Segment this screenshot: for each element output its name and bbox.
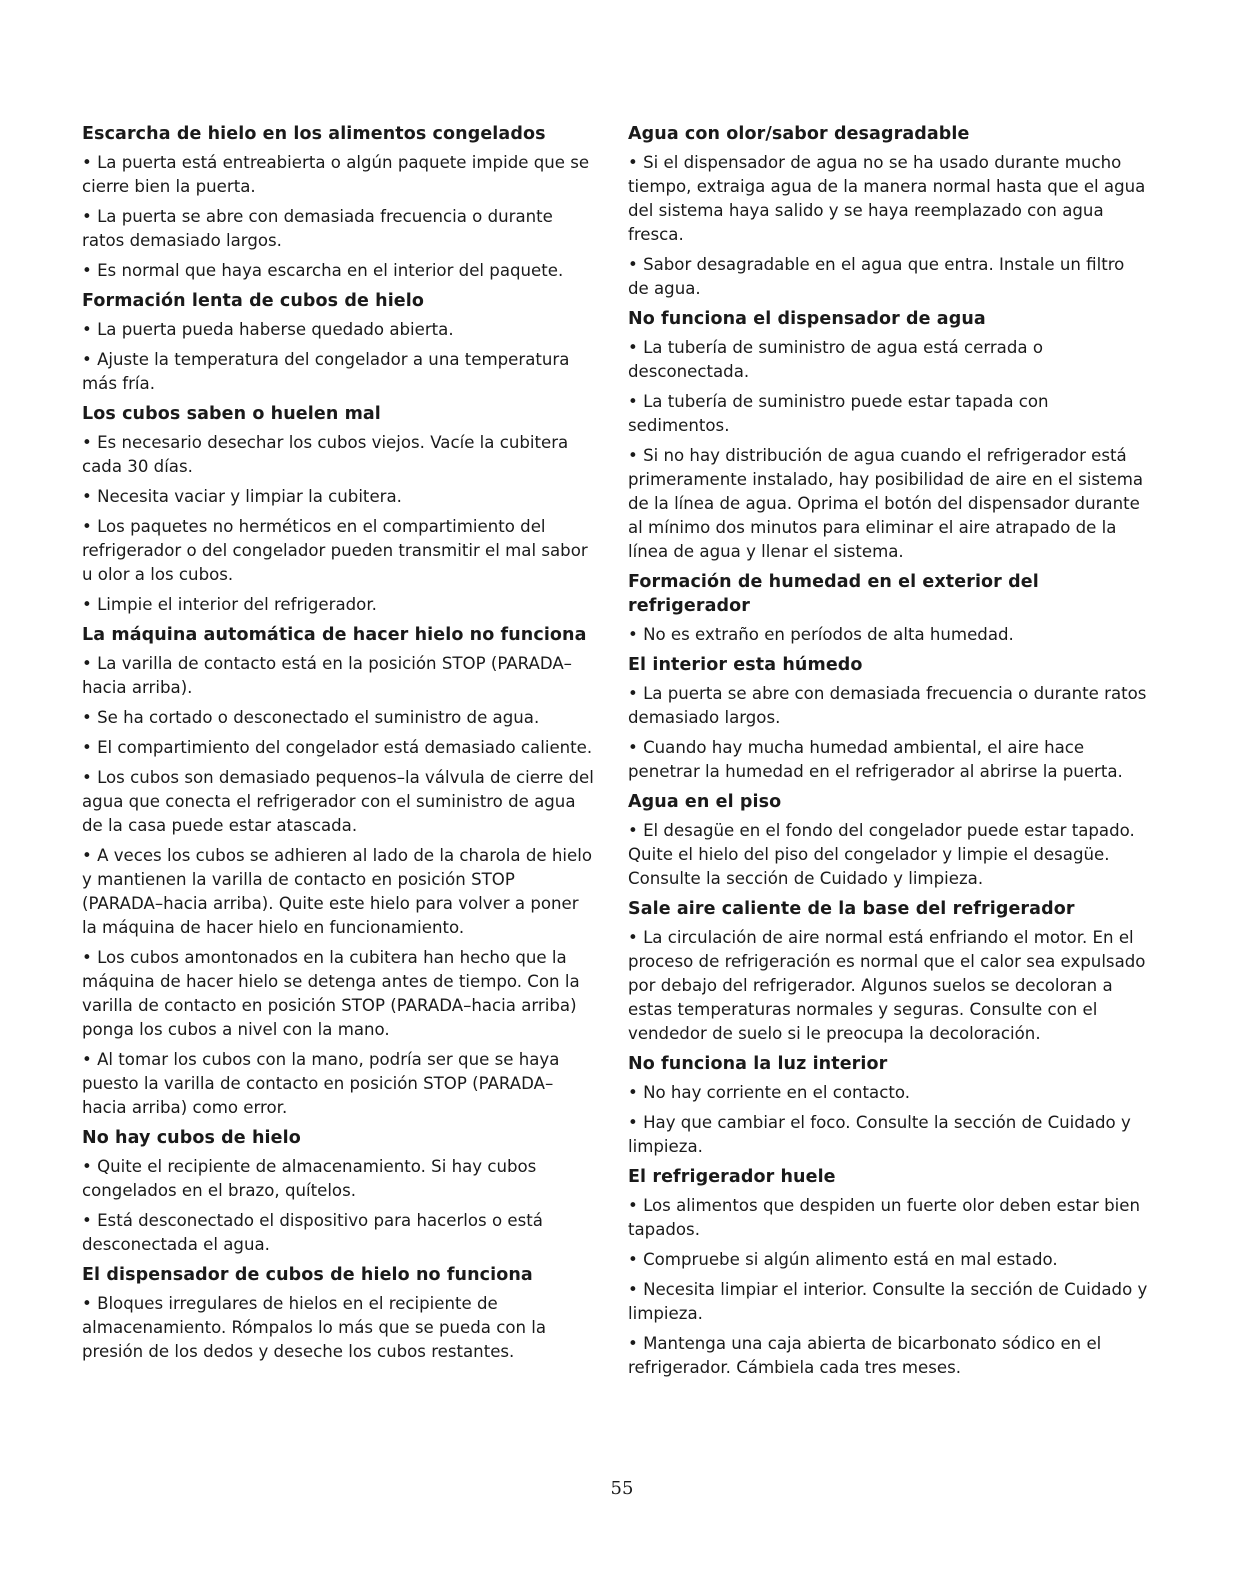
troubleshooting-section: [82, 623, 594, 1120]
troubleshooting-section: [628, 122, 1148, 301]
bullet-item: • La puerta está entreabierta o algún paquete impide que se cierre bien la puerta.: [82, 151, 594, 199]
troubleshooting-section: [628, 570, 1148, 647]
bullet-item: • Limpie el interior del refrigerador.: [82, 593, 594, 617]
bullet-item: • Los cubos amontonados en la cubitera han hecho que la máquina de hacer hielo se detenga antes de tiempo. Con la varilla de contacto en posición STOP (PARADA–hacia arriba) ponga los cubos a nivel con la mano.: [82, 946, 594, 1042]
bullet-item: • Necesita vaciar y limpiar la cubitera.: [82, 485, 594, 509]
section-heading: Escarcha de hielo en los alimentos congelados: [82, 124, 546, 144]
bullet-item: • Es normal que haya escarcha en el interior del paquete.: [82, 259, 594, 283]
bullet-item: • La puerta pueda haberse quedado abierta.: [82, 318, 594, 342]
bullet-item: • El compartimiento del congelador está demasiado caliente.: [82, 736, 594, 760]
bullet-item: • Mantenga una caja abierta de bicarbonato sódico en el refrigerador. Cámbiela cada tres meses.: [628, 1332, 1148, 1380]
bullet-item: • Ajuste la temperatura del congelador a una temperatura más fría.: [82, 348, 594, 396]
page-number: 55: [610, 1478, 634, 1499]
section-heading: El dispensador de cubos de hielo no funciona: [82, 1265, 533, 1285]
bullet-item: • No hay corriente en el contacto.: [628, 1081, 1148, 1105]
bullet-item: • A veces los cubos se adhieren al lado de la charola de hielo y mantienen la varilla de contacto en posición STOP (PARADA–hacia arriba). Quite este hielo para volver a poner la máquina de hacer hielo en funcionamiento.: [82, 844, 594, 940]
bullet-item: • La puerta se abre con demasiada frecuencia o durante ratos demasiado largos.: [82, 205, 594, 253]
bullet-item: • Los paquetes no herméticos en el compartimiento del refrigerador o del congelador pueden transmitir el mal sabor u olor a los cubos.: [82, 515, 594, 587]
bullet-item: • La circulación de aire normal está enfriando el motor. En el proceso de refrigeración es normal que el calor sea expulsado por debajo del refrigerador. Algunos suelos se decoloran a estas temperaturas normales y seguras. Consulte con el vendedor de suelo si le preocupa la decoloración.: [628, 926, 1148, 1046]
right-column: [628, 122, 1148, 1386]
troubleshooting-section: [82, 1263, 594, 1364]
troubleshooting-section: [82, 122, 594, 283]
bullet-item: • Es necesario desechar los cubos viejos. Vacíe la cubitera cada 30 días.: [82, 431, 594, 479]
troubleshooting-section: [628, 307, 1148, 564]
section-heading: No hay cubos de hielo: [82, 1128, 301, 1148]
troubleshooting-section: [82, 289, 594, 396]
section-heading: Agua en el piso: [628, 792, 782, 812]
bullet-item: • Cuando hay mucha humedad ambiental, el aire hace penetrar la humedad en el refrigerador al abrirse la puerta.: [628, 736, 1148, 784]
section-heading: No funciona el dispensador de agua: [628, 309, 986, 329]
bullet-item: • La tubería de suministro puede estar tapada con sedimentos.: [628, 390, 1148, 438]
section-heading: No funciona la luz interior: [628, 1054, 888, 1074]
bullet-item: • La varilla de contacto está en la posición STOP (PARADA–hacia arriba).: [82, 652, 594, 700]
bullet-item: • Si no hay distribución de agua cuando el refrigerador está primeramente instalado, hay posibilidad de aire en el sistema de la línea de agua. Oprima el botón del dispensador durante al mínimo dos minutos para eliminar el aire atrapado de la línea de agua y llenar el sistema.: [628, 444, 1148, 564]
bullet-item: • Necesita limpiar el interior. Consulte la sección de Cuidado y limpieza.: [628, 1278, 1148, 1326]
section-heading: La máquina automática de hacer hielo no funciona: [82, 625, 587, 645]
section-heading: El refrigerador huele: [628, 1167, 836, 1187]
troubleshooting-section: [628, 790, 1148, 891]
bullet-item: • La puerta se abre con demasiada frecuencia o durante ratos demasiado largos.: [628, 682, 1148, 730]
troubleshooting-section: [628, 897, 1148, 1046]
bullet-item: • Se ha cortado o desconectado el suministro de agua.: [82, 706, 594, 730]
section-heading: Los cubos saben o huelen mal: [82, 404, 381, 424]
section-heading: Sale aire caliente de la base del refrigerador: [628, 899, 1075, 919]
bullet-item: • Hay que cambiar el foco. Consulte la sección de Cuidado y limpieza.: [628, 1111, 1148, 1159]
bullet-item: • Sabor desagradable en el agua que entra. Instale un filtro de agua.: [628, 253, 1148, 301]
section-heading: El interior esta húmedo: [628, 655, 863, 675]
bullet-item: • No es extraño en períodos de alta humedad.: [628, 623, 1148, 647]
troubleshooting-section: [628, 1052, 1148, 1159]
troubleshooting-section: [628, 653, 1148, 784]
section-heading: Formación de humedad en el exterior del refrigerador: [628, 572, 1039, 616]
troubleshooting-section: [628, 1165, 1148, 1380]
bullet-item: • Los cubos son demasiado pequenos–la válvula de cierre del agua que conecta el refrigerador con el suministro de agua de la casa puede estar atascada.: [82, 766, 594, 838]
bullet-item: • La tubería de suministro de agua está cerrada o desconectada.: [628, 336, 1148, 384]
bullet-item: • El desagüe en el fondo del congelador puede estar tapado. Quite el hielo del piso del congelador y limpie el desagüe. Consulte la sección de Cuidado y limpieza.: [628, 819, 1148, 891]
bullet-item: • Si el dispensador de agua no se ha usado durante mucho tiempo, extraiga agua de la manera normal hasta que el agua del sistema haya salido y se haya reemplazado con agua fresca.: [628, 151, 1148, 247]
troubleshooting-section: [82, 402, 594, 617]
left-column: [82, 122, 594, 1370]
section-heading: Formación lenta de cubos de hielo: [82, 291, 424, 311]
bullet-item: • Está desconectado el dispositivo para hacerlos o está desconectada el agua.: [82, 1209, 594, 1257]
bullet-item: • Al tomar los cubos con la mano, podría ser que se haya puesto la varilla de contacto en posición STOP (PARADA–hacia arriba) como error.: [82, 1048, 594, 1120]
bullet-item: • Los alimentos que despiden un fuerte olor deben estar bien tapados.: [628, 1194, 1148, 1242]
bullet-item: • Bloques irregulares de hielos en el recipiente de almacenamiento. Rómpalos lo más que se pueda con la presión de los dedos y deseche los cubos restantes.: [82, 1292, 594, 1364]
troubleshooting-section: [82, 1126, 594, 1257]
section-heading: Agua con olor/sabor desagradable: [628, 124, 970, 144]
bullet-item: • Compruebe si algún alimento está en mal estado.: [628, 1248, 1148, 1272]
bullet-item: • Quite el recipiente de almacenamiento. Si hay cubos congelados en el brazo, quítelos.: [82, 1155, 594, 1203]
